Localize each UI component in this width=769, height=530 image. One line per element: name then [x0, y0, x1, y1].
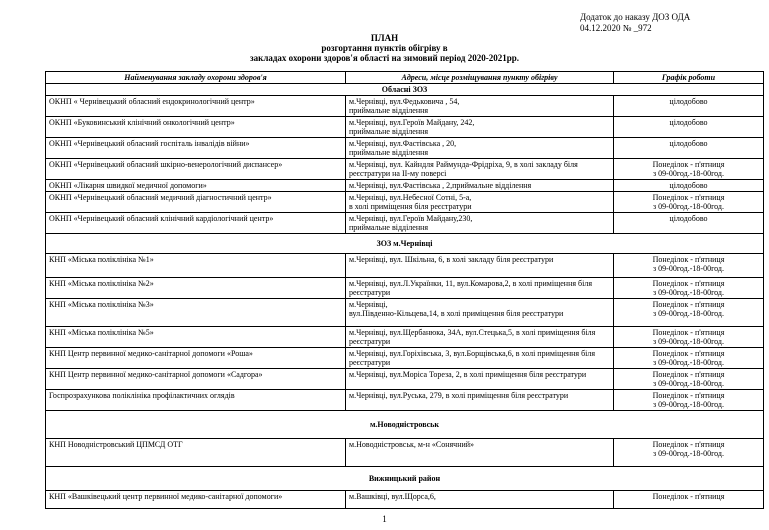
table-body [46, 84, 764, 509]
table-row [46, 213, 764, 234]
title-line-2: розгортання пунктів обігріву в [321, 43, 448, 53]
address-cell: м.Чернівці, вул.Фастівська , 20, приймальне відділення [346, 138, 614, 159]
table-row [46, 96, 764, 117]
header-address: Адреси, місце розміщування пункту обігріву [346, 72, 614, 84]
table-row [46, 491, 764, 509]
table-row [46, 299, 764, 327]
facility-name-cell: ОКНП «Чернівецький обласний медичний діагностичний центр» [46, 192, 346, 213]
address-cell: м.Чернівці, вул.Героїв Майдану, 242, приймальне відділення [346, 117, 614, 138]
schedule-cell: Понеділок - п'ятниця з 09-00год.-18-00год. [614, 159, 764, 180]
address-cell: м.Чернівці, вул.Героїв Майдану,230, приймальне відділення [346, 213, 614, 234]
schedule-cell: цілодобово [614, 96, 764, 117]
table-row [46, 254, 764, 278]
facility-name-cell: ОКНП «Чернівецький обласний шкірно-венерологічний диспансер» [46, 159, 346, 180]
address-cell: м.Чернівці, вул.Небесної Сотні, 5-а, в холі приміщення біля реєстратури [346, 192, 614, 213]
address-cell: м.Новодністровськ, м-н «Сонячний» [346, 439, 614, 467]
facility-name-cell: Госпрозрахункова поліклініка профілактичних оглядів [46, 390, 346, 411]
table-row [46, 369, 764, 390]
title-line-1: ПЛАН [370, 33, 399, 43]
facility-name-cell: КНП Центр первинної медико-санітарної допомоги «Роша» [46, 348, 346, 369]
facility-name-cell: ОКНП «Лікарня швидкої медичної допомоги» [46, 180, 346, 192]
title-line-3: закладах охорони здоров'я області на зимовий період 2020-2021рр. [250, 53, 519, 63]
annex-line-2: 04.12.2020 № _972 [580, 23, 652, 33]
table-row [46, 192, 764, 213]
facility-name-cell: КНП «Вашківецький центр первинної медико-санітарної допомоги» [46, 491, 346, 509]
section-title: м.Новодністровськ [46, 411, 764, 439]
schedule-cell: Понеділок - п'ятниця з 09-00год.-18-00год. [614, 299, 764, 327]
facility-name-cell: КНП Центр первинної медико-санітарної допомоги «Садгора» [46, 369, 346, 390]
schedule-cell: Понеділок - п'ятниця з 09-00год.-18-00год. [614, 278, 764, 299]
address-cell: м.Чернівці, вул.Л.Українки, 11, вул.Комарова,2, в холі приміщення біля реєстратури [346, 278, 614, 299]
schedule-cell: цілодобово [614, 138, 764, 159]
section-row [46, 411, 764, 439]
annex-note [580, 12, 690, 34]
table-row [46, 117, 764, 138]
facility-name-cell: КНП «Міська поліклініка №5» [46, 327, 346, 348]
facility-name-cell: КНП Новодністровський ЦПМСД ОТГ [46, 439, 346, 467]
table-row [46, 348, 764, 369]
table-row [46, 278, 764, 299]
facility-name-cell: ОКНП «Чернівецький обласний госпіталь інвалідів війни» [46, 138, 346, 159]
schedule-cell: цілодобово [614, 213, 764, 234]
page-number: 1 [382, 514, 387, 524]
table-row [46, 138, 764, 159]
section-title: ЗОЗ м.Чернівці [46, 234, 764, 254]
facility-name-cell: КНП «Міська поліклініка №2» [46, 278, 346, 299]
schedule-cell: цілодобово [614, 180, 764, 192]
address-cell: м.Чернівці, вул. Кайндля Раймунда-Фрідріха, 9, в холі закладу біля реєстратури на ІІ-му поверсі [346, 159, 614, 180]
address-cell: м.Чернівці, вул.Моріса Тореза, 2, в холі приміщення біля реєстратури [346, 369, 614, 390]
address-cell: м.Чернівці, вул.Щербанюка, 34А, вул.Стецька,5, в холі приміщення біля реєстратури [346, 327, 614, 348]
schedule-cell: Понеділок - п'ятниця з 09-00год.-18-00год. [614, 390, 764, 411]
header-name: Найменування закладу охорони здоров'я [46, 72, 346, 84]
schedule-cell: Понеділок - п'ятниця з 09-00год.-18-00год. [614, 439, 764, 467]
table-row [46, 327, 764, 348]
address-cell: м.Чернівці, вул.Федьковича , 54, приймальне відділення [346, 96, 614, 117]
schedule-cell: Понеділок - п'ятниця [614, 491, 764, 509]
address-cell: м.Чернівці, вул.Горіхівська, 3, вул.Борщівська,6, в холі приміщення біля реєстратури [346, 348, 614, 369]
document-title [0, 33, 769, 63]
section-row [46, 84, 764, 96]
address-cell: м.Чернівці, вул.Південно-Кільцева,14, в холі приміщення біля реєстратури [346, 299, 614, 327]
header-schedule: Графік роботи [614, 72, 764, 84]
facility-name-cell: ОКНП «Чернівецький обласний клінічний кардіологічний центр» [46, 213, 346, 234]
address-cell: м.Чернівці, вул.Руська, 279, в холі приміщення біля реєстратури [346, 390, 614, 411]
section-row [46, 467, 764, 491]
schedule-cell: Понеділок - п'ятниця з 09-00год.-18-00год. [614, 192, 764, 213]
address-cell: м.Вашківці, вул.Щорса,6, [346, 491, 614, 509]
section-row [46, 234, 764, 254]
table-row [46, 180, 764, 192]
schedule-cell: цілодобово [614, 117, 764, 138]
annex-line-1: Додаток до наказу ДОЗ ОДА [580, 12, 691, 22]
table-row [46, 439, 764, 467]
section-title: Вижницький район [46, 467, 764, 491]
table-header-row [46, 72, 764, 84]
facility-name-cell: КНП «Міська поліклініка №1» [46, 254, 346, 278]
schedule-cell: Понеділок - п'ятниця з 09-00год.-18-00год. [614, 327, 764, 348]
schedule-cell: Понеділок - п'ятниця з 09-00год.-18-00год. [614, 369, 764, 390]
facility-name-cell: ОКНП «Буковинський клінічний онкологічний центр» [46, 117, 346, 138]
address-cell: м.Чернівці, вул.Фастівська , 2,приймальне відділення [346, 180, 614, 192]
facility-name-cell: ОКНП « Чернівецький обласний ендокринологічний центр» [46, 96, 346, 117]
table-row [46, 390, 764, 411]
schedule-cell: Понеділок - п'ятниця з 09-00год.-18-00год. [614, 348, 764, 369]
schedule-cell: Понеділок - п'ятниця з 09-00год.-18-00год. [614, 254, 764, 278]
heating-points-table [45, 71, 764, 509]
section-title: Обласні ЗОЗ [46, 84, 764, 96]
facility-name-cell: КНП «Міська поліклініка №3» [46, 299, 346, 327]
table-row [46, 159, 764, 180]
address-cell: м.Чернівці, вул. Шкільна, 6, в холі закладу біля реєстратури [346, 254, 614, 278]
